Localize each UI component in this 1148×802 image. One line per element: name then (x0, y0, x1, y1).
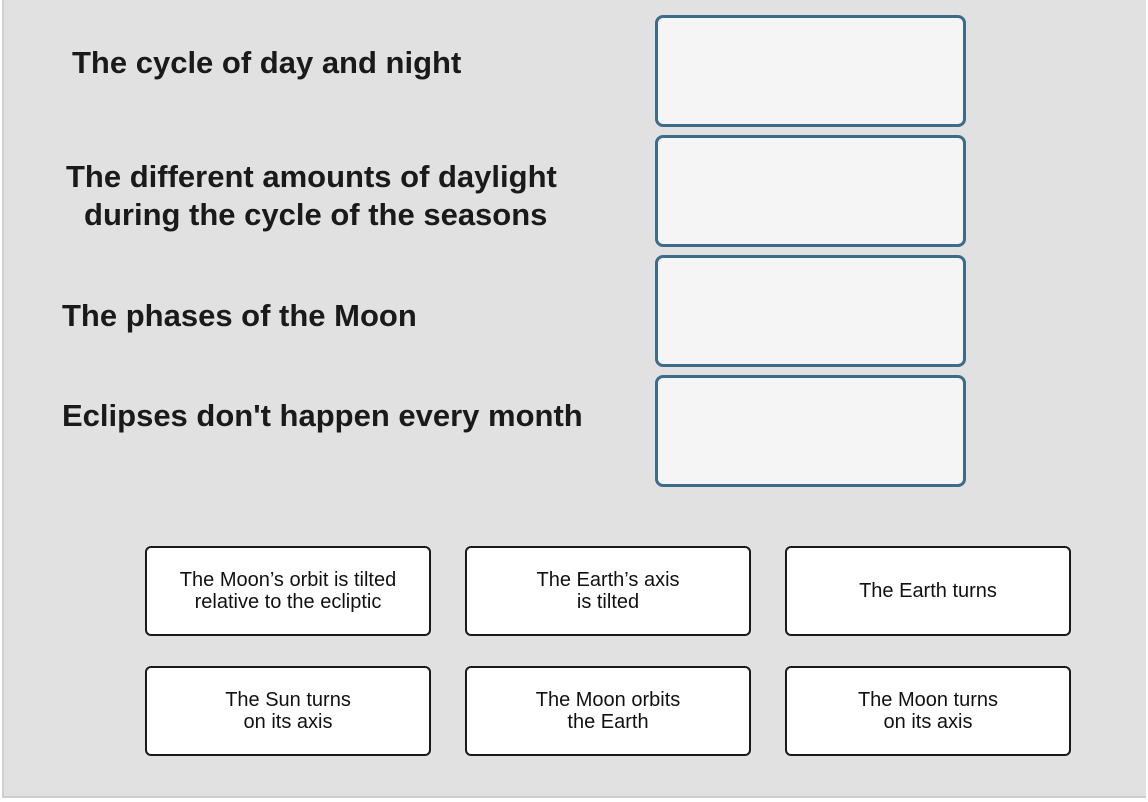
drop-zone-day-night[interactable] (655, 15, 966, 127)
answer-tile-moon-orbit-tilted[interactable]: The Moon’s orbit is tilted relative to the ecliptic (145, 546, 431, 636)
prompt-moon-phases: The phases of the Moon (62, 298, 417, 333)
prompt-day-night: The cycle of day and night (72, 45, 462, 80)
drop-zone-daylight-seasons[interactable] (655, 135, 966, 247)
answer-tile-earth-turns[interactable]: The Earth turns (785, 546, 1071, 636)
prompt-daylight-seasons: The different amounts of daylight during the cycle of the seasons (66, 159, 557, 232)
answer-tile-earth-axis-tilted[interactable]: The Earth’s axis is tilted (465, 546, 751, 636)
drop-zone-moon-phases[interactable] (655, 255, 966, 367)
drop-zone-eclipses[interactable] (655, 375, 966, 487)
answer-tile-moon-orbits-earth[interactable]: The Moon orbits the Earth (465, 666, 751, 756)
answer-tile-moon-turns[interactable]: The Moon turns on its axis (785, 666, 1071, 756)
answer-tile-sun-turns[interactable]: The Sun turns on its axis (145, 666, 431, 756)
prompt-eclipses: Eclipses don't happen every month (62, 398, 583, 433)
matching-activity (2, 0, 1146, 798)
